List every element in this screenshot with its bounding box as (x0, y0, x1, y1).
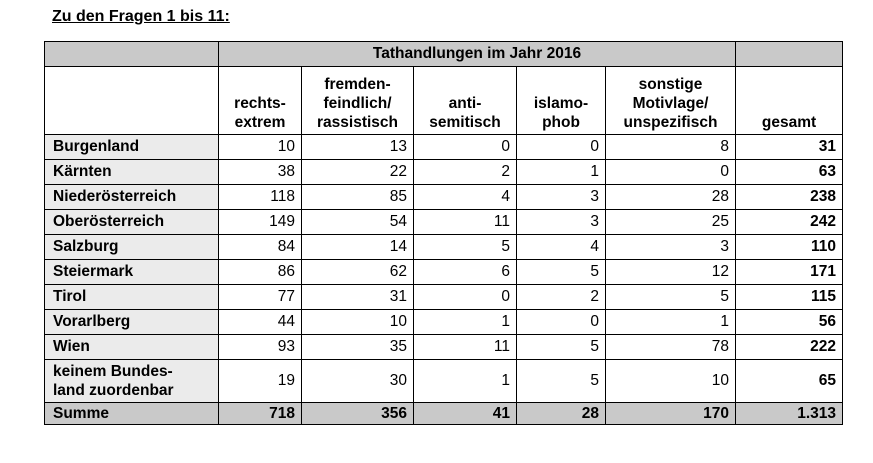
table-cell: 13 (302, 135, 414, 160)
table-cell: 149 (219, 210, 302, 235)
table-cell: 12 (606, 260, 736, 285)
table-cell: 0 (517, 310, 606, 335)
table-cell: 4 (414, 185, 517, 210)
table-cell: 3 (517, 210, 606, 235)
column-header: rechts- extrem (219, 67, 302, 135)
group-header: Tathandlungen im Jahr 2016 (219, 42, 736, 67)
table-cell: 0 (606, 160, 736, 185)
table-cell: 93 (219, 335, 302, 360)
table-cell: 2 (517, 285, 606, 310)
row-label: Burgenland (45, 135, 219, 160)
total-cell: 238 (736, 185, 843, 210)
total-cell: 115 (736, 285, 843, 310)
table-cell: 31 (302, 285, 414, 310)
table-cell: 25 (606, 210, 736, 235)
table-cell: 4 (517, 235, 606, 260)
column-header: sonstige Motivlage/ unspezifisch (606, 67, 736, 135)
header-gesamt-top (736, 42, 843, 67)
total-cell: 110 (736, 235, 843, 260)
row-label: Niederösterreich (45, 185, 219, 210)
column-header: gesamt (736, 67, 843, 135)
table-cell: 5 (414, 235, 517, 260)
table-cell: 62 (302, 260, 414, 285)
table-row (45, 210, 843, 235)
table-cell: 3 (606, 235, 736, 260)
table-cell: 28 (606, 185, 736, 210)
table-cell: 10 (219, 135, 302, 160)
table-cell: 10 (302, 310, 414, 335)
table-cell: 10 (606, 360, 736, 403)
table-row (45, 335, 843, 360)
table-cell: 30 (302, 360, 414, 403)
table-cell: 5 (606, 285, 736, 310)
table-cell: 35 (302, 335, 414, 360)
total-cell: 56 (736, 310, 843, 335)
table-cell: 8 (606, 135, 736, 160)
total-cell: 31 (736, 135, 843, 160)
table-cell: 1 (414, 310, 517, 335)
header-corner-top (45, 42, 219, 67)
table-cell: 718 (219, 403, 302, 425)
table-row (45, 285, 843, 310)
table-cell: 54 (302, 210, 414, 235)
table-cell: 19 (219, 360, 302, 403)
column-header: fremden- feindlich/ rassistisch (302, 67, 414, 135)
table-cell: 5 (517, 335, 606, 360)
column-header-row (45, 67, 843, 135)
table-cell: 84 (219, 235, 302, 260)
total-cell: 1.313 (736, 403, 843, 425)
table-cell: 14 (302, 235, 414, 260)
sum-row (45, 403, 843, 425)
table-cell: 170 (606, 403, 736, 425)
table-cell: 78 (606, 335, 736, 360)
table-row (45, 360, 843, 403)
table-cell: 11 (414, 335, 517, 360)
total-cell: 171 (736, 260, 843, 285)
table-row (45, 235, 843, 260)
table-row (45, 185, 843, 210)
total-cell: 242 (736, 210, 843, 235)
row-label: Oberösterreich (45, 210, 219, 235)
table-cell: 86 (219, 260, 302, 285)
table-row (45, 135, 843, 160)
row-label: Kärnten (45, 160, 219, 185)
row-label: Vorarlberg (45, 310, 219, 335)
table-row (45, 260, 843, 285)
table-cell: 44 (219, 310, 302, 335)
row-label: Tirol (45, 285, 219, 310)
table-cell: 85 (302, 185, 414, 210)
table-body (45, 135, 843, 425)
table-cell: 22 (302, 160, 414, 185)
header-corner (45, 67, 219, 135)
page-heading: Zu den Fragen 1 bis 11: (52, 8, 230, 25)
table-cell: 5 (517, 260, 606, 285)
total-cell: 63 (736, 160, 843, 185)
table-cell: 28 (517, 403, 606, 425)
table-row (45, 160, 843, 185)
table-cell: 356 (302, 403, 414, 425)
table-cell: 5 (517, 360, 606, 403)
row-label: Steiermark (45, 260, 219, 285)
row-label: Salzburg (45, 235, 219, 260)
row-label: Summe (45, 403, 219, 425)
row-label: Wien (45, 335, 219, 360)
table-cell: 38 (219, 160, 302, 185)
column-header: anti- semitisch (414, 67, 517, 135)
table-cell: 3 (517, 185, 606, 210)
table-cell: 118 (219, 185, 302, 210)
table-cell: 0 (414, 285, 517, 310)
column-header: islamo- phob (517, 67, 606, 135)
offenses-table (44, 41, 843, 425)
table-cell: 11 (414, 210, 517, 235)
group-header-row (45, 42, 843, 67)
table-cell: 1 (517, 160, 606, 185)
total-cell: 222 (736, 335, 843, 360)
total-cell: 65 (736, 360, 843, 403)
row-label: keinem Bundes- land zuordenbar (45, 360, 219, 403)
table-cell: 0 (414, 135, 517, 160)
table-cell: 1 (414, 360, 517, 403)
table-cell: 6 (414, 260, 517, 285)
table-cell: 41 (414, 403, 517, 425)
table-cell: 0 (517, 135, 606, 160)
table-row (45, 310, 843, 335)
table-cell: 77 (219, 285, 302, 310)
table-cell: 1 (606, 310, 736, 335)
table-cell: 2 (414, 160, 517, 185)
